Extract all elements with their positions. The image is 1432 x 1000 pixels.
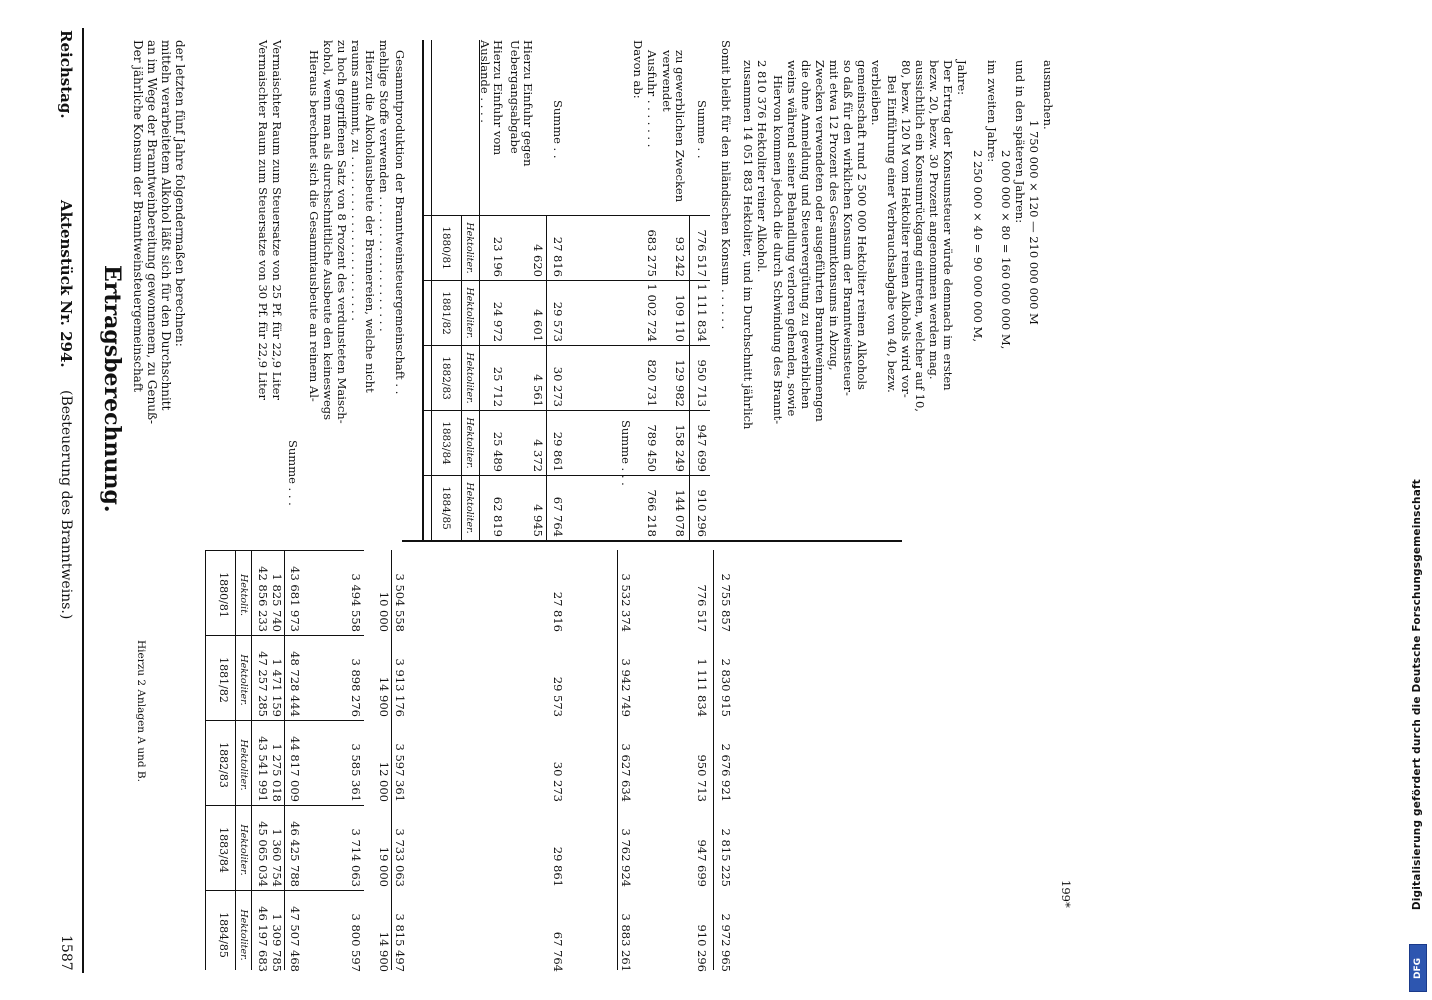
table-cell: 62 819	[491, 496, 505, 537]
calc-text: zu hoch gegriffenen Satz von 8 Prozent des verdunsteten Maisch-	[335, 40, 349, 424]
header-subtitle: (Besteuerung des Branntweins.)	[58, 390, 74, 620]
table-cell: 4 561	[531, 374, 545, 407]
main-table-header-rule	[235, 550, 236, 970]
calc-line: 1 750 000 × 120 — 210 000 000 M	[1027, 120, 1041, 325]
main-table-top	[205, 550, 206, 970]
calc-text: mehlige Stoffe verwenden . . . . . . . . . . . . . . . . . . .	[377, 40, 391, 332]
table-cell: 1 471 159	[270, 658, 284, 717]
unit-label: Hektoliter.	[238, 824, 249, 876]
year-header: 1884/85	[217, 912, 230, 958]
table-cell: 4 945	[531, 504, 545, 537]
row-label: Summe . .	[695, 100, 709, 159]
unit-label: Hektoliter.	[238, 909, 249, 961]
row-label: zu gewerblichen Zwecken verwendet	[660, 50, 687, 203]
table-cell: 4 620	[531, 244, 545, 277]
table-cell: 144 078	[673, 489, 687, 537]
table-cell: 45 065 034	[256, 821, 270, 887]
summary-line: zusammen 14 051 883 Hektoliter, und im Durchschnitt jährlich	[741, 60, 755, 430]
year-header: 1880/81	[217, 572, 230, 618]
unit-label: Hektoliter.	[464, 482, 475, 534]
table-cell: 25 712	[491, 366, 505, 407]
table-cell: 30 273	[551, 761, 565, 802]
digitization-credit-strip	[1402, 0, 1432, 1000]
calc-text: Gesammtproduktion der Branntweinsteuergemeinschaft . .	[393, 50, 407, 395]
table-cell: 3 597 361	[393, 743, 407, 802]
intro-line-3: mitteln verarbeitetem Alkohol läßt sich für den Durchschnitt	[159, 40, 173, 411]
paragraph-line: Bei Einführung einer Verbrauchsabgabe von 40, bezw.	[885, 75, 899, 393]
unit-label: Hektoliter.	[464, 287, 475, 339]
page-number: 1587	[58, 935, 74, 971]
table-cell: 1 111 834	[695, 658, 709, 717]
table-cell: 14 900	[377, 931, 391, 972]
table-cell: 27 816	[551, 591, 565, 632]
intro-line-1: Der jährliche Konsum der Branntweinsteuergemeinschaft	[131, 40, 145, 393]
table-cell: 46 197 683	[256, 906, 270, 972]
table-cell: 12 000	[377, 761, 391, 802]
header-center: Aktenstück Nr. 294.	[57, 200, 75, 368]
unit-label: Hektoliter.	[238, 654, 249, 706]
summary-line: 2 810 376 Hektoliter reiner Alkohol.	[755, 60, 769, 273]
year-header: 1884/85	[440, 486, 452, 530]
year-header: 1883/84	[440, 421, 452, 465]
calc-line: im zweiten Jahre:	[985, 60, 999, 163]
paragraph-line: Hiervon kommen jedoch die durch Schwindung des Brannt-	[771, 75, 785, 425]
table-cell: 3 898 276	[349, 658, 363, 717]
year-header: 1883/84	[217, 827, 230, 873]
table-cell: 3 494 558	[349, 573, 363, 632]
table-cell: 24 972	[491, 301, 505, 342]
paragraph-line: Jahre:	[955, 60, 969, 96]
row-label: Ausfuhr . . . . . . .	[645, 50, 659, 148]
unit-label: Hektolit.	[238, 573, 249, 617]
header-left: Reichstag.	[57, 30, 75, 119]
table-cell: 93 242	[673, 236, 687, 277]
table-cell: 1 825 740	[270, 573, 284, 632]
paragraph-line: bezw. 20, bezw. 30 Prozent angenommen werden mag.	[927, 60, 941, 380]
row-label: Summe . .	[551, 100, 565, 159]
paragraph-line: mit etwa 12 Prozent des Gesammtkonsums in Abzug,	[827, 60, 841, 371]
paragraph-line: weins während seiner Behandlung verloren gehenden, sowie	[785, 60, 799, 417]
table-cell: 4 372	[531, 439, 545, 472]
table-cell: 10 000	[377, 591, 391, 632]
table-cell: 1 309 785	[270, 913, 284, 972]
table-cell: 29 573	[551, 676, 565, 717]
table-cell: 3 800 597	[349, 913, 363, 972]
table-cell: 29 573	[551, 301, 565, 342]
unit-label: Hektoliter.	[238, 739, 249, 791]
page-title: Ertragsberechnung.	[99, 265, 125, 513]
row-label: Vermaischter Raum zum Steuersatze von 30 Pf. für 22,9 Liter	[256, 40, 270, 400]
paragraph-line: so daß für den wirklichen Konsum der Branntweinsteuer-	[841, 60, 855, 396]
table-cell: 25 489	[491, 431, 505, 472]
unit-label: Hektoliter.	[464, 417, 475, 469]
table-cell: 47 257 285	[256, 651, 270, 717]
calc-line: 2 250 000 × 40 = 90 000 000 M,	[971, 150, 985, 342]
table-cell: 2 815 225	[719, 828, 733, 887]
calc-text: Hierzu die Alkoholausbeute der Brennereien, welche nicht	[363, 50, 377, 393]
table-cell: 4 601	[531, 309, 545, 342]
calc-text: raums annimmt, zu . . . . . . . . . . . . . . . . . . . . . . .	[349, 40, 363, 321]
table-cell: 789 450	[645, 424, 659, 472]
table-cell: 23 196	[491, 236, 505, 277]
main-table-unit-rule	[251, 550, 252, 970]
table-cell: 42 856 233	[256, 566, 270, 632]
calc-line: ausmachen.	[1041, 60, 1055, 130]
calc-line: 2 000 000 × 80 = 160 000 000 M,	[999, 150, 1013, 350]
table-cell: 47 507 468	[288, 906, 302, 972]
table-cell: 910 296	[695, 924, 709, 972]
table-cell: 27 816	[551, 236, 565, 277]
table-cell: 67 764	[551, 931, 565, 972]
table-cell: 950 713	[695, 359, 709, 407]
table-cell: 3 585 361	[349, 743, 363, 802]
table-cell: 683 275	[645, 229, 659, 277]
table-cell: 3 627 634	[619, 743, 633, 802]
table-cell: 29 861	[551, 431, 565, 472]
table-cell: 910 296	[695, 489, 709, 537]
table-cell: 766 218	[645, 489, 659, 537]
row-label: Summe . . .	[286, 440, 300, 506]
digitization-credit: Digitalisierung gefördert durch die Deutsche Forschungsgemeinschaft	[1411, 478, 1423, 910]
table-cell: 1 275 018	[270, 743, 284, 802]
year-header: 1881/82	[440, 291, 452, 335]
paragraph-line: verbleiben.	[869, 60, 883, 126]
intro-line-2: an im Wege der Branntweinbereitung gewonnenem, zu Genuß-	[145, 40, 159, 425]
table-cell: 776 517	[695, 229, 709, 277]
dfg-logo: DFG	[1409, 944, 1427, 992]
davon-label: Davon ab:	[631, 40, 645, 99]
unit-label: Hektoliter.	[464, 222, 475, 274]
table-cell: 3 815 497	[393, 913, 407, 972]
table-cell: 46 425 788	[288, 821, 302, 887]
table-cell: 1 111 834	[695, 283, 709, 342]
header-rule	[82, 28, 84, 973]
table-cell: 820 731	[645, 359, 659, 407]
table-cell: 3 942 749	[619, 658, 633, 717]
table-cell: 44 817 009	[288, 736, 302, 802]
final-label: Somit bleibt für den inländischen Konsum . . . . . .	[719, 40, 733, 330]
row-label: Hierzu Einfuhr vom Auslande . . . .	[478, 40, 505, 156]
table-cell: 2 676 921	[719, 743, 733, 802]
unit-label: Hektoliter.	[464, 352, 475, 404]
table-cell: 14 900	[377, 676, 391, 717]
paragraph-line: gemeinschaft rund 2 500 000 Hektoliter reinen Alkohols	[855, 60, 869, 390]
table-cell: 30 273	[551, 366, 565, 407]
intro-line-4: der letzten fünf Jahre folgendermaßen berechnen:	[173, 40, 187, 347]
paragraph-line: Der Ertrag der Konsumsteuer würde demnach im ersten	[941, 60, 955, 391]
table-cell: 1 360 754	[270, 828, 284, 887]
paragraph-line: aussichtlich ein Konsumrückgang eintreten, welcher auf 10,	[913, 60, 927, 412]
table-cell: 2 972 965	[719, 913, 733, 972]
row-label: Vermaischter Raum zum Steuersatze von 25 Pf. für 22,9 Liter	[270, 40, 284, 400]
table-cell: 3 762 924	[619, 828, 633, 887]
annex-note: Hierzu 2 Anlagen A und B.	[135, 640, 147, 782]
paragraph-line: 80, bezw. 120 M vom Hektoliter reinen Alkohols wird vor-	[899, 60, 913, 398]
table-cell: 947 699	[695, 839, 709, 887]
table-cell: 109 110	[673, 294, 687, 342]
year-header: 1882/83	[217, 742, 230, 788]
summe-label: Summe . . .	[619, 420, 633, 486]
table-cell: 3 532 374	[619, 573, 633, 632]
table-cell: 2 755 857	[719, 573, 733, 632]
table-cell: 3 883 261	[619, 913, 633, 972]
table-cell: 19 000	[377, 846, 391, 887]
table-cell: 67 764	[551, 496, 565, 537]
table-cell: 43 681 973	[288, 566, 302, 632]
table-cell: 158 249	[673, 424, 687, 472]
table-cell: 950 713	[695, 754, 709, 802]
table-cell: 3 733 063	[393, 828, 407, 887]
table-cell: 48 728 444	[288, 651, 302, 717]
table-cell: 947 699	[695, 424, 709, 472]
year-header: 1882/83	[440, 356, 452, 400]
paragraph-line: Zwecken verwendeten oder ausgeführten Branntweinmengen	[813, 60, 827, 422]
table-cell: 29 861	[551, 846, 565, 887]
table-cell: 1 002 724	[645, 283, 659, 342]
table-cell: 43 541 991	[256, 736, 270, 802]
table-cell: 2 830 915	[719, 658, 733, 717]
row-label: Hierzu Einfuhr gegen Uebergangsabgabe	[508, 40, 535, 167]
paragraph-line: die ohne Anmeldung und Steuervergütung zu gewerblichen	[799, 60, 813, 410]
calc-line: und in den späteren Jahren:	[1013, 60, 1027, 224]
footer-page-number: 199*	[1059, 880, 1073, 908]
table-cell: 3 504 558	[393, 573, 407, 632]
table-cell: 776 517	[695, 584, 709, 632]
table-cell: 129 982	[673, 359, 687, 407]
calc-text: kohol, wenn man als durchschnittliche Ausbeute den keineswegs	[321, 40, 335, 421]
year-header: 1880/81	[440, 226, 452, 270]
calc-text: Hieraus berechnet sich die Gesammtausbeute an reinem Al-	[307, 50, 321, 402]
year-header: 1881/82	[217, 657, 230, 703]
table-cell: 3 913 176	[393, 658, 407, 717]
table-cell: 3 714 063	[349, 828, 363, 887]
